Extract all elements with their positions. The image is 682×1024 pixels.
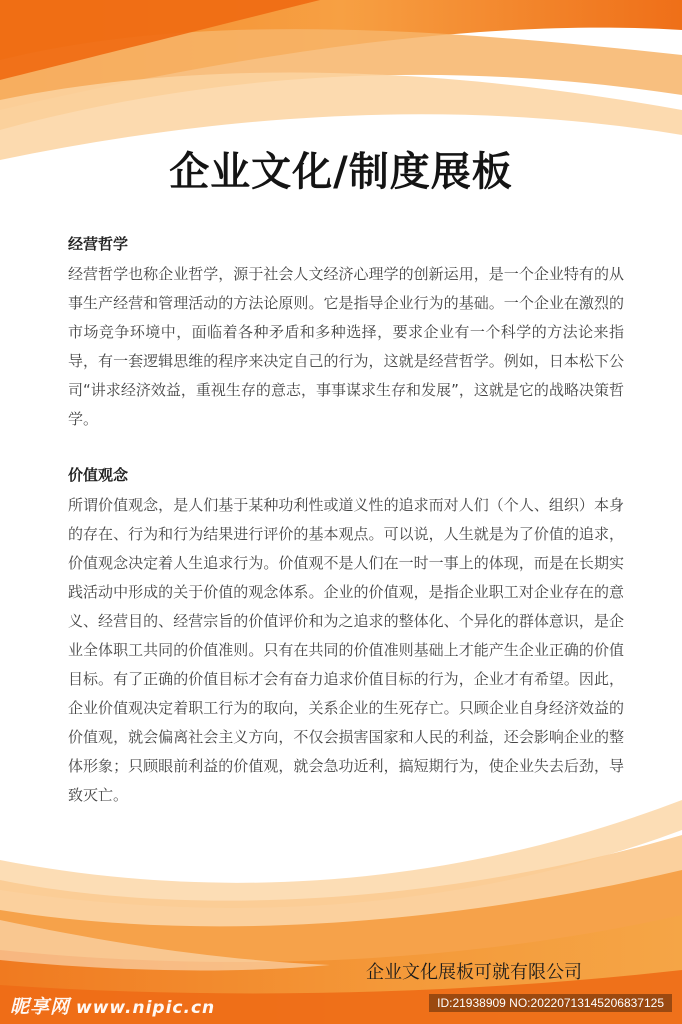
- section-values: [68, 464, 624, 810]
- section-body: 所谓价值观念，是人们基于某种功利性或道义性的追求而对人们（个人、组织）本身的存在、行为和行为结果进行评价的基本观点。可以说，人生就是为了价值的追求，价值观念决定着人生追求行为。价值观不是人们在一时一事上的体现，而是在长期实践活动中形成的关于价值的观念体系。企业的价值观，是指企业职工对企业存在的意义、经营目的、经营宗旨的价值评价和为之追求的整体化、个异化的群体意识，是企业全体职工共同的价值准则。只有在共同的价值准则基础上才能产生企业正确的价值目标。有了正确的价值目标才会有奋力追求价值目标的行为，企业才有希望。因此，企业价值观决定着职工行为的取向，关系企业的生死存亡。只顾企业自身经济效益的价值观，就会偏离社会主义方向，不仅会损害国家和人民的利益，还会影响企业的整体形象；只顾眼前利益的价值观，就会急功近利，搞短期行为，使企业失去后劲，导致灭亡。: [68, 496, 624, 804]
- watermark-id-badge: ID:21938909 NO:20220713145206837125: [429, 994, 672, 1012]
- watermark-logo: [10, 992, 215, 1019]
- watermark-logo-text: 昵享网: [10, 996, 71, 1018]
- section-body: 经营哲学也称企业哲学，源于社会人文经济心理学的创新运用，是一个企业特有的从事生产经营和管理活动的方法论原则。它是指导企业行为的基础。一个企业在激烈的市场竞争环境中，面临着各种矛盾和多种选择，要求企业有一个科学的方法论来指导，有一套逻辑思维的程序来决定自己的行为，这就是经营哲学。例如，日本松下公司“讲求经济效益，重视生存的意志，事事谋求生存和发展”，这就是它的战略决策哲学。: [68, 265, 624, 428]
- section-heading: 价值观念: [68, 466, 129, 484]
- section-heading: 经营哲学: [68, 235, 129, 253]
- company-name: 企业文化展板可就有限公司: [366, 962, 582, 983]
- page-title: 企业文化/制度展板: [169, 149, 513, 195]
- watermark-url: www.nipic.cn: [76, 998, 216, 1018]
- section-business-philosophy: [68, 233, 624, 434]
